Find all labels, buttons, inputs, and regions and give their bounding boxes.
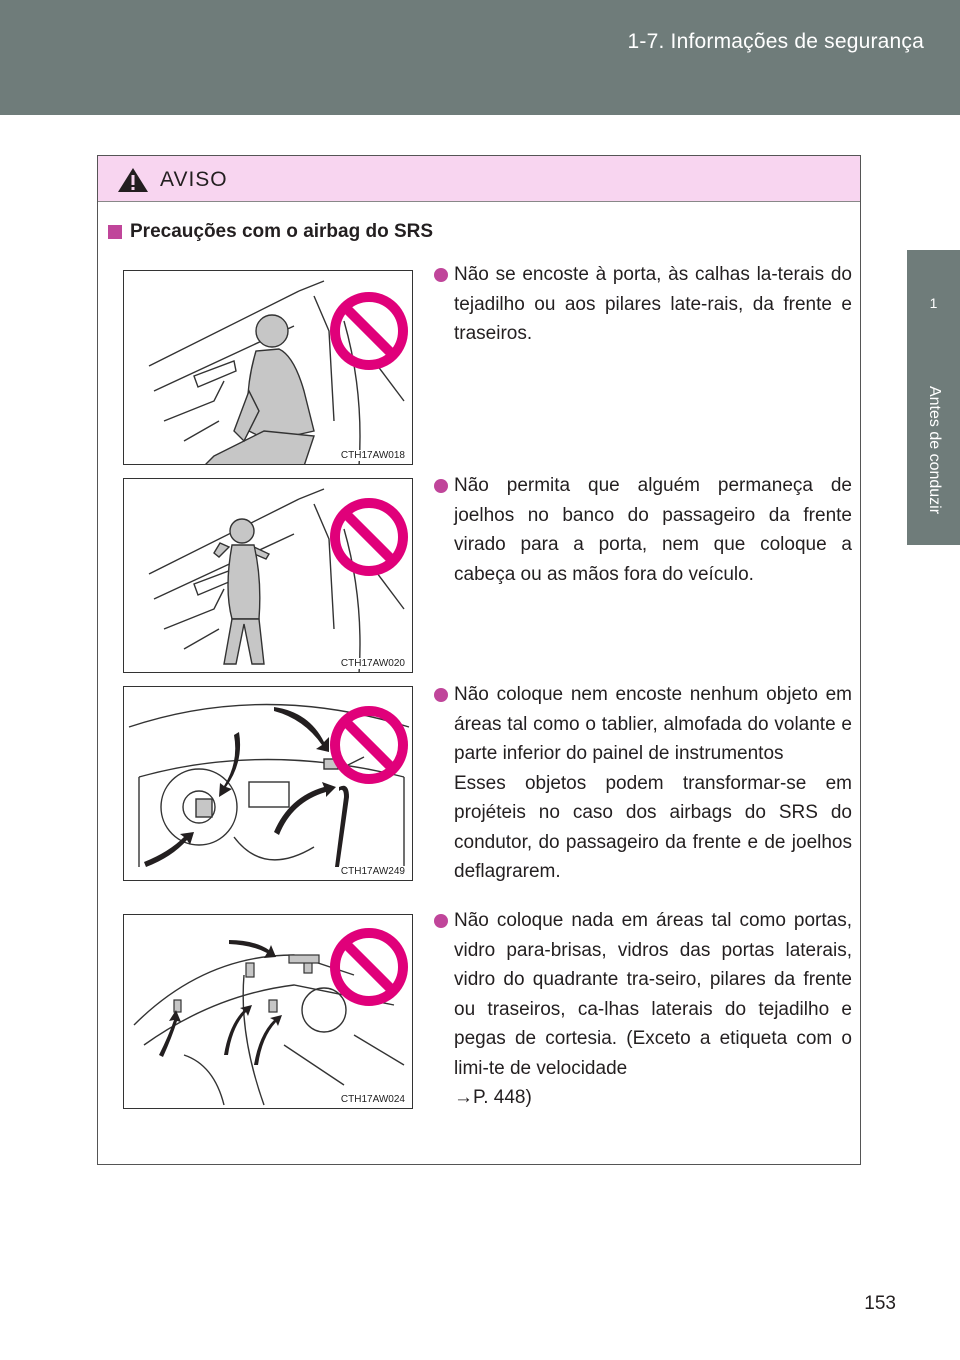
illustration-person-kneeling xyxy=(124,479,413,673)
square-bullet-icon xyxy=(108,225,122,239)
page-header xyxy=(0,0,960,115)
warning-header xyxy=(98,156,860,202)
bullet-item xyxy=(434,260,852,349)
bullet-text: Não coloque nada em áreas tal como portas, vidro para-brisas, vidros das portas laterais, vidro do quadrante tra-seiro, pilares da frente ou traseiros, ca-lhas laterais do tejadilho e pegas de cortesia. (Exceto a etiqueta com o limi-te de velocidade xyxy=(454,910,852,1079)
bullet-item xyxy=(434,680,852,887)
bullet-subtext: →P. 448) xyxy=(454,1087,532,1108)
bullet-dot-icon xyxy=(434,688,448,702)
figure-code: CTH17AW018 xyxy=(340,450,405,461)
figure-kneeling xyxy=(123,478,413,673)
bullet-dot-icon xyxy=(434,479,448,493)
bullet-text: Não se encoste à porta, às calhas la-terais do tejadilho ou aos pilares late-rais, da frente e traseiros. xyxy=(454,264,852,344)
section-title xyxy=(108,221,433,243)
chapter-title: 1-7. Informações de segurança xyxy=(627,30,924,53)
bullet-dot-icon xyxy=(434,268,448,282)
illustration-interior-objects xyxy=(124,915,413,1109)
bullet-text: Não coloque nem encoste nenhum objeto em áreas tal como o tablier, almofada do volante e parte inferior do painel de instrumentos xyxy=(454,684,852,764)
figure-lean-door xyxy=(123,270,413,465)
section-title-text: Precauções com o airbag do SRS xyxy=(130,221,434,242)
figure-dashboard xyxy=(123,686,413,881)
bullet-item xyxy=(434,906,852,1113)
prohibited-icon xyxy=(335,933,403,1001)
bullet-item xyxy=(434,471,852,589)
side-tab-number: 1 xyxy=(907,250,960,355)
figure-code: CTH17AW020 xyxy=(340,658,405,669)
warning-triangle-icon xyxy=(116,166,150,194)
figure-code: CTH17AW024 xyxy=(340,1094,405,1105)
prohibited-icon xyxy=(335,503,403,571)
side-tab-label-text: Antes de conduzir xyxy=(925,385,943,515)
bullet-subtext: Esses objetos podem transformar-se em projéteis no caso dos airbags do SRS do condutor, do passageiro da frente e de joelhos deflagrarem. xyxy=(454,772,852,882)
prohibited-icon xyxy=(335,297,403,365)
figure-code: CTH17AW249 xyxy=(340,866,405,877)
side-tab-label xyxy=(907,355,960,545)
bullet-text: Não permita que alguém permaneça de joelhos no banco do passageiro da frente virado para a porta, nem que coloque a cabeça ou as mãos fora do veículo. xyxy=(454,475,852,585)
page-number: 153 xyxy=(864,1293,896,1314)
warning-box xyxy=(97,155,861,1165)
illustration-dashboard-objects xyxy=(124,687,413,881)
warning-label: AVISO xyxy=(160,168,228,191)
figure-interior xyxy=(123,914,413,1109)
bullet-dot-icon xyxy=(434,914,448,928)
illustration-person-leaning xyxy=(124,271,413,465)
